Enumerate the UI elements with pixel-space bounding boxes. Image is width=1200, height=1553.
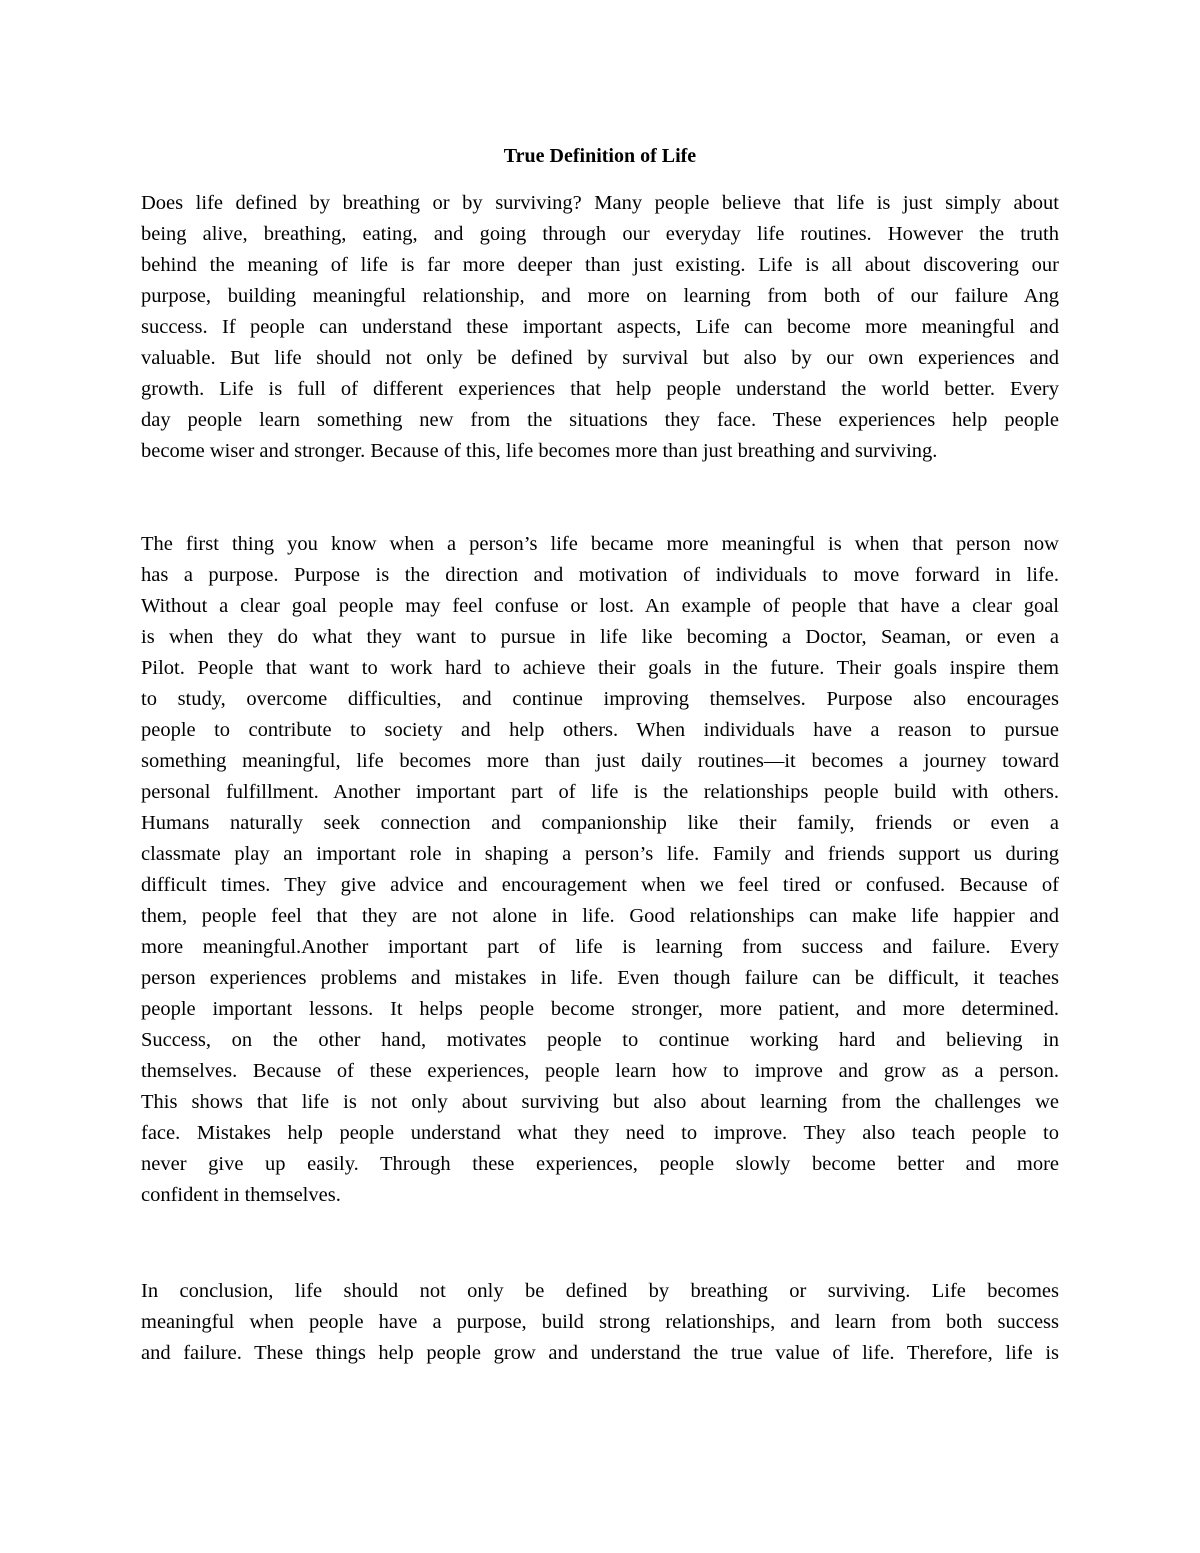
paragraph-line: Pilot. People that want to work hard to achieve their goals in the future. Their goals inspire them (141, 657, 1059, 679)
paragraph-line: being alive, breathing, eating, and going through our everyday life routines. However the truth (141, 223, 1059, 245)
paragraph-line: them, people feel that they are not alone in life. Good relationships can make life happier and (141, 905, 1059, 927)
paragraph-line: to study, overcome difficulties, and continue improving themselves. Purpose also encourages (141, 688, 1059, 710)
paragraph-line: Does life defined by breathing or by surviving? Many people believe that life is just simply about (141, 192, 1059, 214)
paragraph-line: classmate play an important role in shaping a person’s life. Family and friends support us during (141, 843, 1059, 865)
paragraph-line: people important lessons. It helps people become stronger, more patient, and more determined. (141, 998, 1059, 1020)
paragraph-line: purpose, building meaningful relationship, and more on learning from both of our failure Ang (141, 285, 1059, 307)
paragraph-line: valuable. But life should not only be defined by survival but also by our own experiences and (141, 347, 1059, 369)
paragraph-line: success. If people can understand these important aspects, Life can become more meaningful and (141, 316, 1059, 338)
paragraph-line: Success, on the other hand, motivates people to continue working hard and believing in (141, 1029, 1059, 1051)
paragraph-line: never give up easily. Through these experiences, people slowly become better and more (141, 1153, 1059, 1175)
paragraph-line: personal fulfillment. Another important part of life is the relationships people build with others. (141, 781, 1059, 803)
paragraph-line: behind the meaning of life is far more deeper than just existing. Life is all about discovering our (141, 254, 1059, 276)
paragraph-line: people to contribute to society and help others. When individuals have a reason to pursue (141, 719, 1059, 741)
paragraph-line: In conclusion, life should not only be defined by breathing or surviving. Life becomes (141, 1280, 1059, 1302)
paragraph-line: person experiences problems and mistakes in life. Even though failure can be difficult, it teaches (141, 967, 1059, 989)
paragraph-line: The first thing you know when a person’s life became more meaningful is when that person now (141, 533, 1059, 555)
paragraph-line: something meaningful, life becomes more than just daily routines—it becomes a journey toward (141, 750, 1059, 772)
paragraph-line: is when they do what they want to pursue in life like becoming a Doctor, Seaman, or even a (141, 626, 1059, 648)
document-title: True Definition of Life (503, 145, 697, 167)
paragraph-line: difficult times. They give advice and encouragement when we feel tired or confused. Because of (141, 874, 1059, 896)
paragraph-introduction (141, 188, 1059, 467)
paragraph-line: become wiser and stronger. Because of this, life becomes more than just breathing and surviving. (141, 440, 938, 462)
paragraph-line: Humans naturally seek connection and companionship like their family, friends or even a (141, 812, 1059, 834)
paragraph-line: confident in themselves. (141, 1184, 341, 1206)
paragraph-line: themselves. Because of these experiences, people learn how to improve and grow as a person. (141, 1060, 1059, 1082)
paragraph-line: day people learn something new from the situations they face. These experiences help people (141, 409, 1059, 431)
paragraph-line: more meaningful.Another important part of life is learning from success and failure. Every (141, 936, 1059, 958)
paragraph-conclusion (141, 1276, 1059, 1369)
paragraph-line: and failure. These things help people grow and understand the true value of life. Therefore, life is (141, 1342, 1059, 1364)
paragraph-line: face. Mistakes help people understand what they need to improve. They also teach people to (141, 1122, 1059, 1144)
paragraph-line: growth. Life is full of different experiences that help people understand the world better. Every (141, 378, 1059, 400)
paragraph-line: has a purpose. Purpose is the direction and motivation of individuals to move forward in life. (141, 564, 1059, 586)
paragraph-line: This shows that life is not only about surviving but also about learning from the challenges we (141, 1091, 1059, 1113)
paragraph-line: Without a clear goal people may feel confuse or lost. An example of people that have a clear goal (141, 595, 1059, 617)
paragraph-line: meaningful when people have a purpose, build strong relationships, and learn from both success (141, 1311, 1059, 1333)
paragraph-body (141, 529, 1059, 1211)
